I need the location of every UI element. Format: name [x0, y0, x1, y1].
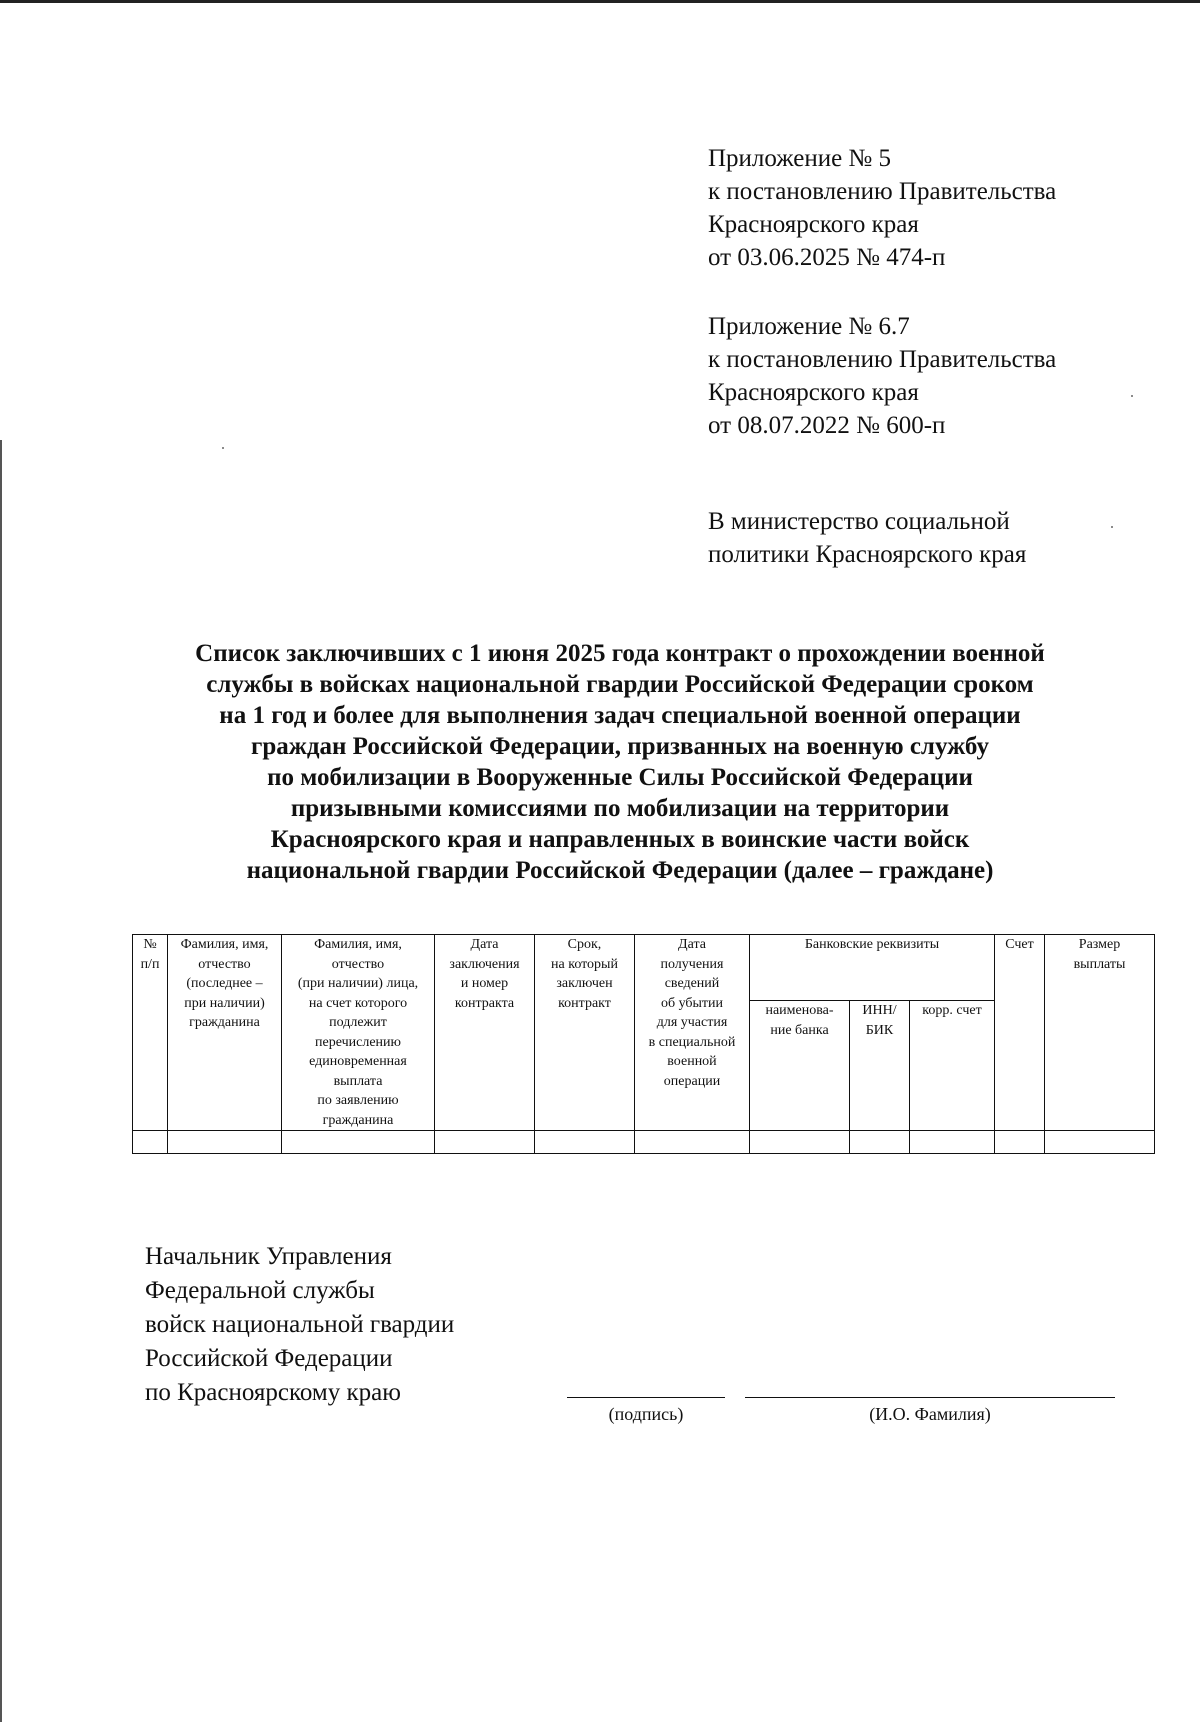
table-cell: [168, 1131, 282, 1154]
col-header-corr-account: корр. счет: [910, 1001, 995, 1131]
appendix-current: [708, 142, 1056, 274]
addressee: [708, 505, 1026, 571]
addressee-line: политики Красноярского края: [708, 541, 1027, 568]
signatory-line: войск национальной гвардии: [145, 1311, 455, 1338]
col-header-inn-bik: ИНН/ БИК: [850, 1001, 910, 1131]
col-header-bank-name: наименова- ние банка: [750, 1001, 850, 1131]
appendix-line: к постановлению Правительства: [708, 346, 1057, 373]
col-header-amount: Размер выплаты: [1045, 935, 1155, 1131]
signature-caption: (подпись): [608, 1404, 684, 1424]
table-row: [133, 1131, 1155, 1154]
col-header-contract-date: Дата заключения и номер контракта: [435, 935, 535, 1131]
signatory-line: Начальник Управления: [145, 1243, 392, 1270]
appendix-line: Красноярского края: [708, 379, 919, 406]
col-header-bank-details: Банковские реквизиты: [750, 935, 995, 1001]
col-header-citizen-name: Фамилия, имя, отчество (последнее – при наличии) гражданина: [168, 935, 282, 1131]
register-table: [132, 934, 1155, 1154]
signatory-line: Российской Федерации: [145, 1345, 393, 1372]
signatory-line: по Красноярскому краю: [145, 1379, 401, 1406]
title-line: Красноярского края и направленных в воинские части войск: [270, 826, 970, 853]
col-header-info-date: Дата получения сведений об убытии для участия в специальной военной операции: [635, 935, 750, 1131]
table-cell: [282, 1131, 435, 1154]
table-cell: [910, 1131, 995, 1154]
appendix-line: к постановлению Правительства: [708, 178, 1057, 205]
appendix-line: от 03.06.2025 № 474-п: [708, 244, 946, 271]
scan-speck: [1111, 526, 1113, 528]
table-cell: [133, 1131, 168, 1154]
signatory-line: Федеральной службы: [145, 1277, 375, 1304]
table-cell: [435, 1131, 535, 1154]
table-cell: [535, 1131, 635, 1154]
title-line: на 1 год и более для выполнения задач специальной военной операции: [219, 702, 1021, 729]
appendix-original: [708, 310, 1056, 442]
table-cell: [850, 1131, 910, 1154]
title-line: национальной гвардии Российской Федерации (далее – граждане): [246, 857, 994, 884]
title-line: Список заключивших с 1 июня 2025 года контракт о прохождении военной: [195, 640, 1045, 667]
document-title: [120, 638, 1120, 886]
col-header-account: Счет: [995, 935, 1045, 1131]
table-cell: [635, 1131, 750, 1154]
name-line: [745, 1397, 1115, 1398]
table-cell: [1045, 1131, 1155, 1154]
title-line: по мобилизации в Вооруженные Силы Российской Федерации: [267, 764, 973, 791]
col-header-recipient-name: Фамилия, имя, отчество (при наличии) лица, на счет которого подлежит перечислению единовременная выплата по заявлению гражданина: [282, 935, 435, 1131]
title-line: службы в войсках национальной гвардии Российской Федерации сроком: [206, 671, 1034, 698]
col-header-number: № п/п: [133, 935, 168, 1131]
name-caption: (И.О. Фамилия): [869, 1404, 991, 1424]
signatory-position: [145, 1240, 454, 1410]
table-cell: [750, 1131, 850, 1154]
col-header-contract-term: Срок, на который заключен контракт: [535, 935, 635, 1131]
scan-speck: [222, 447, 224, 449]
appendix-line: от 08.07.2022 № 600-п: [708, 412, 946, 439]
scan-speck: [1131, 395, 1133, 397]
appendix-line: Приложение № 6.7: [708, 313, 910, 340]
addressee-line: В министерство социальной: [708, 508, 1010, 535]
appendix-line: Приложение № 5: [708, 145, 892, 172]
title-line: призывными комиссиями по мобилизации на территории: [290, 795, 950, 822]
scan-left-edge: [0, 440, 2, 1722]
scan-top-edge: [0, 0, 1200, 3]
signature-line: [567, 1397, 725, 1398]
appendix-line: Красноярского края: [708, 211, 919, 238]
title-line: граждан Российской Федерации, призванных на военную службу: [251, 733, 989, 760]
table-cell: [995, 1131, 1045, 1154]
